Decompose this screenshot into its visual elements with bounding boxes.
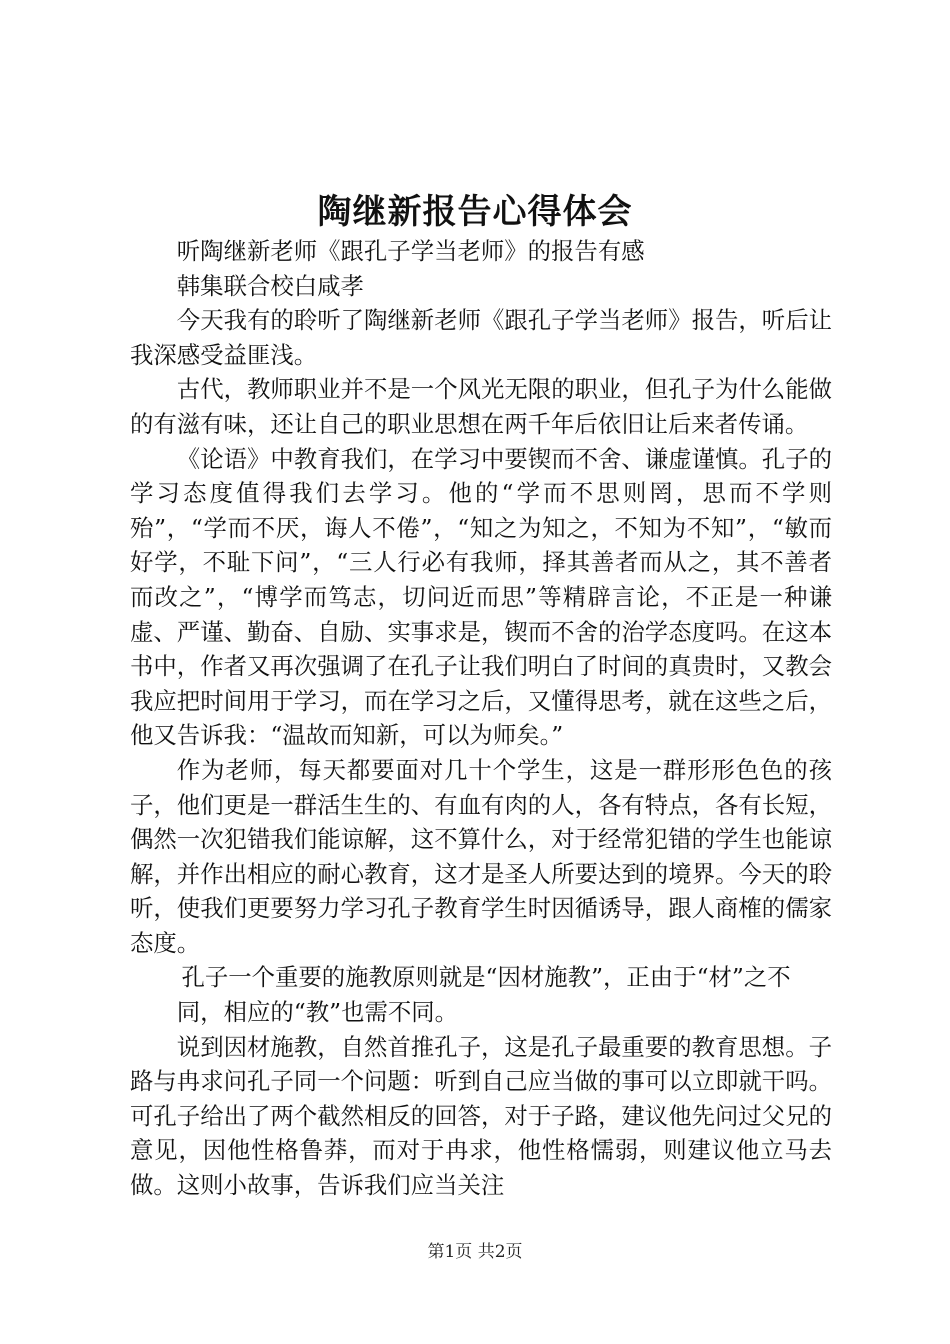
- document-body: [130, 234, 832, 1203]
- author-paragraph: 韩集联合校白咸孝: [176, 271, 364, 300]
- subtitle-paragraph: 听陶继新老师《跟孔子学当老师》的报告有感: [176, 237, 645, 265]
- body-paragraph: 作为老师，每天都要面对几十个学生，这是一群形形色色的孩子，他们更是一群活生生的、有血有肉的人，各有特点，各有长短，偶然一次犯错我们能谅解，这不算什么，对于经常犯错的学生也能谅解，并作出相应的耐心教育，这才是圣人所要达到的境界。今天的聆听，使我们更要努力学习孔子教育学生时因循诱导，跟人商榷的儒家态度。: [130, 755, 832, 957]
- body-paragraph: 说到因材施教，自然首推孔子，这是孔子最重要的教育思想。子路与冉求问孔子同一个问题：听到自己应当做的事可以立即就干吗。可孔子给出了两个截然相反的回答，对于子路，建议他先问过父兄的意见，因他性格鲁莽，而对于冉求，他性格懦弱，则建议他立马去做。这则小故事，告诉我们应当关注: [130, 1032, 832, 1200]
- body-paragraph: 同，相应的“教”也需不同。: [176, 998, 459, 1027]
- body-paragraph: 《论语》中教育我们，在学习中要锲而不舍、谦虚谨慎。孔子的学习态度值得我们去学习。他的“学而不思则罔，思而不学则殆”，“学而不厌，诲人不倦”，“知之为知之，不知为不知”，“敏而好学，不耻下问”，“三人行必有我师，择其善者而从之，其不善者而改之”，“博学而笃志，切问近而思”等精辟言论，不正是一种谦虚、严谨、勤奋、自励、实事求是，锲而不舍的治学态度吗。在这本书中，作者又再次强调了在孔子让我们明白了时间的真贵时，又教会我应把时间用于学习，而在学习之后，又懂得思考，就在这些之后，他又告诉我：“温故而知新，可以为师矣。”: [130, 444, 832, 750]
- body-paragraph: 孔子一个重要的施教原则就是“因材施教”，正由于“材”之不: [181, 963, 791, 992]
- document-title: 陶继新报告心得体会: [317, 192, 633, 232]
- body-paragraph: 今天我有的聆听了陶继新老师《跟孔子学当老师》报告，听后让我深感受益匪浅。: [130, 306, 832, 369]
- body-paragraph: 古代，教师职业并不是一个风光无限的职业，但孔子为什么能做的有滋有味，还让自己的职业思想在两千年后依旧让后来者传诵。: [130, 375, 832, 438]
- page-footer: 第1页 共2页: [427, 1242, 523, 1262]
